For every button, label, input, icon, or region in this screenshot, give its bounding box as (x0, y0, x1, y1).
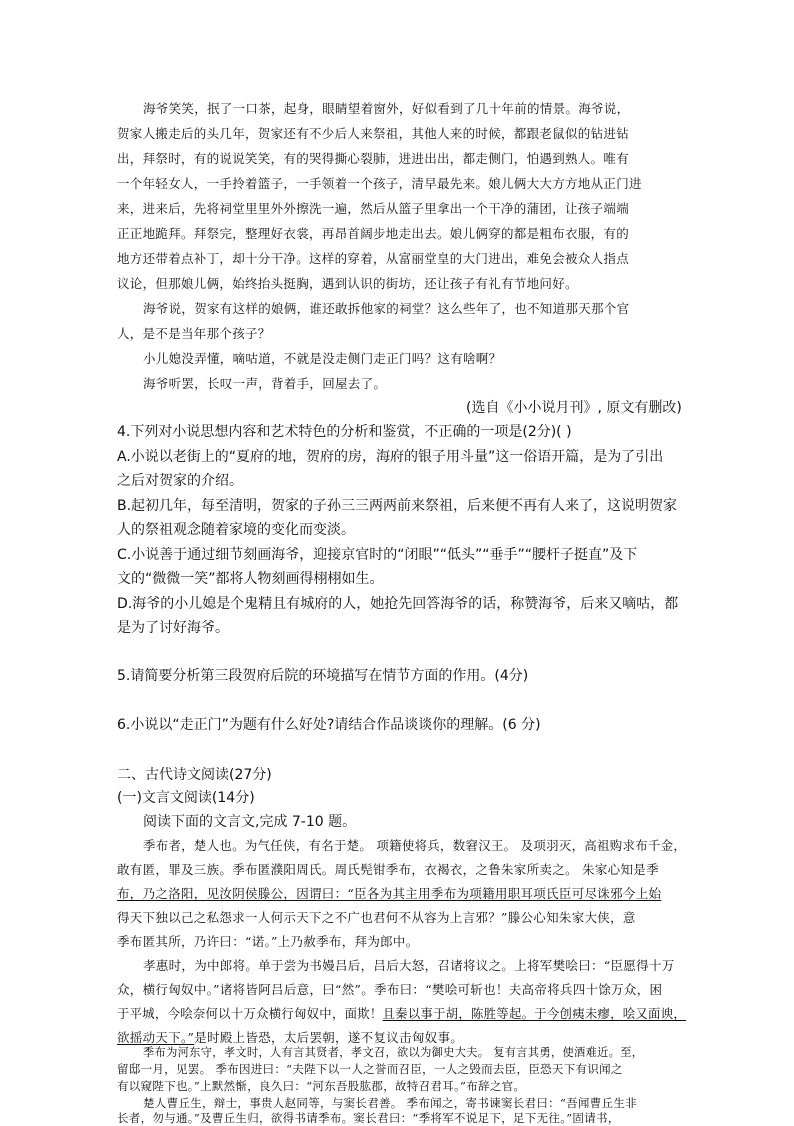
classical-line: 季布为河东守，孝文时，人有言其贤者，孝文召，欲以为御史大夫。 复有言其勇，使酒难近。至， (143, 1045, 644, 1059)
story-line: 来，进来后，先将祠堂里里外外擦洗一遍，然后从篮子里拿出一个干净的蒲团，让孩子端端 (117, 201, 630, 216)
classical-line: 得天下独以己之私怨求一人何示天下之不广也君何不从容为上言邪？”滕公心知朱家大侠，意 (117, 910, 636, 925)
option-c: C.小说善于通过细节刻画海爷，迎接京官时的“闭眼”“低头”“垂手”“腰杆子挺直”及下 (117, 547, 638, 563)
classical-line: 留邸一月，见罢。 季布因进曰：“夫陛下以一人之誉而召臣，一人之毁而去臣，臣恐天下有识闻之 (117, 1062, 623, 1076)
option-d-cont: 是为了讨好海爷。 (117, 620, 229, 636)
option-c-cont: 文的“微微一笑”都将人物刻画得栩栩如生。 (117, 571, 384, 587)
story-line: 出，拜祭时，有的说说笑笑，有的哭得撕心裂肺，进进出出，都走侧门，怕遇到熟人。唯有 (117, 151, 630, 166)
story-line: 海爷笑笑，抿了一口茶，起身，眼睛望着窗外，好似看到了几十年前的情景。海爷说， (143, 101, 630, 116)
option-a-cont: 之后对贺家的介绍。 (117, 473, 243, 489)
classical-underlined-text: 且秦以事于胡，陈胜等起。于今创痍未瘳，哙又面谀， (382, 1006, 686, 1021)
story-line: 海爷说，贺家有这样的娘俩，谁还敢拆他家的祠堂？这么些年了，也不知道那天那个官 (143, 301, 630, 316)
source-note: (选自《小小说月刊》, 原文有删改) (466, 400, 682, 416)
classical-line: 季布者，楚人也。为气任侠，有名于楚。 项籍使将兵，数窘汉王。 及项羽灭，高祖购求布千金， (143, 838, 687, 853)
story-line: 正正地跪拜。拜祭完，整理好衣裳，再昂首阔步地走出去。娘儿俩穿的都是粗布衣服，有的 (117, 226, 630, 241)
classical-line-underlined: 布，乃之洛阳，见汝阴侯滕公，因谓曰：“臣各为其主用季布为项籍用职耳项氏臣可尽诛邪今上始 (117, 886, 662, 901)
classical-line: 孝惠时，为中郎将。单于尝为书嫚吕后，吕后大怒，召诸将议之。上将军樊哙曰：“臣愿得十万 (143, 958, 675, 973)
classical-text: 于平城，今哙奈何以十万众横行匈奴中，面欺！ (117, 1006, 383, 1021)
question-4-stem: 4.下列对小说思想内容和艺术特色的分析和鉴赏，不正确的一项是(2分)( ) (117, 424, 572, 440)
section-title: 二、古代诗文阅读(27分) (117, 767, 272, 783)
classical-text: 是时殿上皆恐，太后罢朝，遂不复议击匈奴事。 (194, 1030, 464, 1045)
option-d: D.海爷的小儿媳是个鬼精且有城府的人，她抢先回答海爷的话，称赞海爷，后来又嘀咕，都 (117, 596, 679, 612)
classical-underlined-text: 欲摇动天下。” (117, 1030, 195, 1045)
classical-line: 楚人曹丘生，辩士，事贵人赵同等，与窦长君善。 季布闻之，寄书谏窦长君曰：“吾闻曹丘生非 (143, 1096, 637, 1110)
story-line: 一个年轻女人，一手拎着篮子，一手领着一个孩子，清早最先来。娘儿俩大大方方地从正门进 (117, 176, 642, 191)
classical-line: 季布匿其所，乃许曰：“诺。”上乃赦季布，拜为郎中。 (117, 934, 419, 949)
option-b: B.起初几年，每至清明，贺家的子孙三三两两前来祭祖，后来便不再有人来了，这说明贺家 (117, 498, 678, 514)
classical-line (117, 1004, 686, 1022)
subsection-title: (一)文言文阅读(14分) (117, 790, 255, 806)
story-line: 地方还带着点补丁，却十分干净。这样的穿着，从富丽堂皇的大门进出，难免会被众人指点 (117, 251, 630, 266)
question-5: 5.请简要分析第三段贺府后院的环境描写在情节方面的作用。(4分) (117, 668, 529, 684)
story-line: 贺家人搬走后的头几年，贺家还有不少后人来祭祖，其他人来的时候，都跟老鼠似的钻进钻 (117, 126, 630, 141)
classical-line: 长者，勿与通。”及曹丘生归，欲得书请季布。窦长君曰：“季将军不说足下，足下无往。”固请书， (117, 1111, 620, 1125)
classical-line: 有以窥陛下也。”上默然惭，良久曰：“河东吾股肱郡，故特召君耳。”布辞之官。 (117, 1079, 526, 1093)
classical-line: 众，横行匈奴中。”诸将皆阿吕后意，曰“然”。季布曰：“樊哙可斩也！夫高帝将兵四十馀万众，困 (117, 982, 663, 997)
option-b-cont: 人的祭祖观念随着家境的变化而变淡。 (117, 522, 355, 538)
option-a: A.小说以老街上的“夏府的地，贺府的房，海府的银子用斗量”这一俗语开篇，是为了引出 (117, 449, 664, 465)
question-6: 6.小说以“走正门”为题有什么好处?请结合作品谈谈你的理解。(6 分) (117, 717, 541, 733)
story-line: 议论，但那娘儿俩，始终抬头挺胸，遇到认识的街坊，还让孩子有礼有节地问好。 (117, 276, 578, 291)
story-line: 人，是不是当年那个孩子？ (117, 326, 271, 341)
instruction: 阅读下面的文言文,完成 7-10 题。 (143, 814, 357, 830)
classical-line: 敢有匿，罪及三族。季布匿濮阳周氏。周氏髡钳季布，衣褐衣，之鲁朱家所卖之。 朱家心知是季 (117, 862, 659, 877)
story-line: 小儿媳没弄懂，嘀咕道，不就是没走侧门走正门吗？这有啥啊？ (143, 351, 502, 366)
story-line: 海爷听罢，长叹一声，背着手，回屋去了。 (143, 376, 387, 391)
